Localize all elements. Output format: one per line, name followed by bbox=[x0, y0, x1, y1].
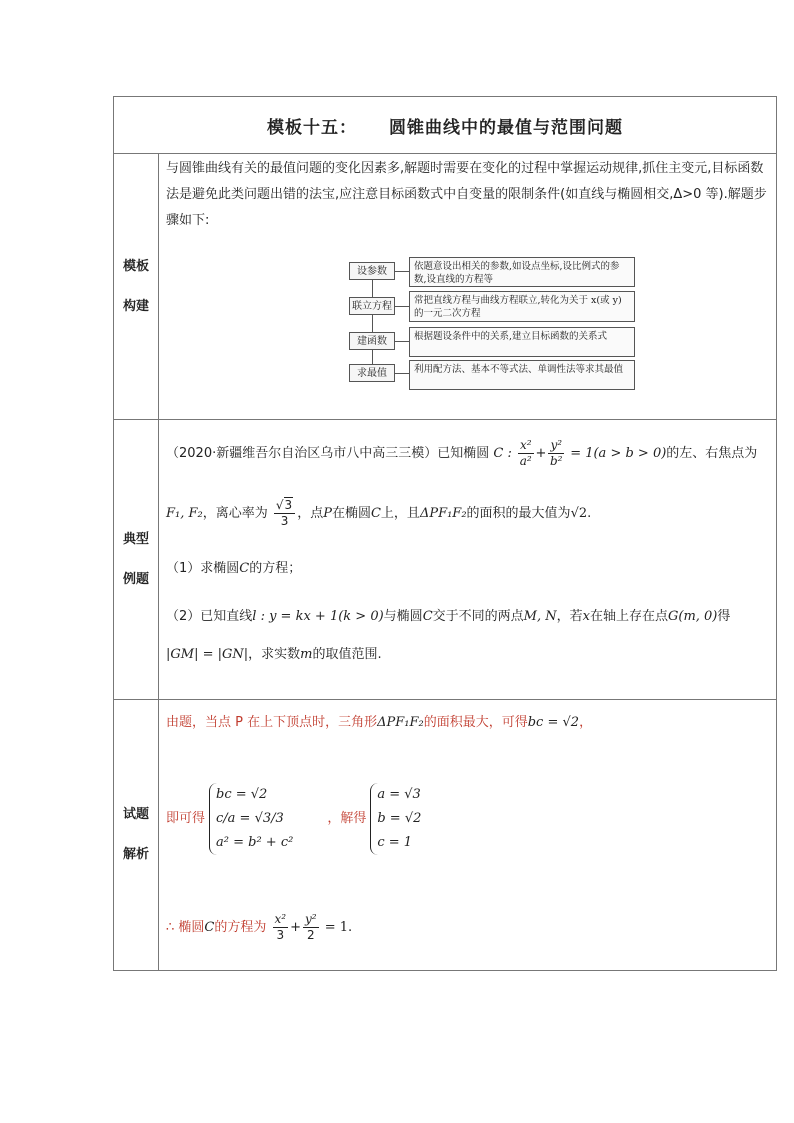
section-label: 典型 例题 bbox=[114, 420, 159, 699]
flow-desc: 利用配方法、基本不等式法、单调性法等求其最值 bbox=[409, 360, 635, 390]
section-content bbox=[166, 154, 770, 419]
flow-step: 求最值 bbox=[349, 364, 395, 382]
solution-row bbox=[114, 700, 776, 970]
section-content bbox=[166, 420, 770, 699]
title-row bbox=[114, 97, 776, 154]
template-construction-row bbox=[114, 154, 776, 420]
system-equations: bc = √2 c/a = √3/3 a² = b² + c² bbox=[209, 783, 293, 855]
problem-line-1: （2020·新疆维吾尔自治区乌市八中高三三模）已知椭圆 C : $\frac{\text{x²}}{\text{a²}}$ + $\frac{\text{y²}}{\text{b²}}$ = 1(a > b > 0)的左、右焦点为 bbox=[166, 438, 758, 468]
flow-step: 设参数 bbox=[349, 262, 395, 280]
flow-desc: 根据题设条件中的关系,建立目标函数的关系式 bbox=[409, 327, 635, 357]
flow-step: 建函数 bbox=[349, 332, 395, 350]
intro-text: 与圆锥曲线有关的最值问题的变化因素多,解题时需要在变化的过程中掌握运动规律,抓住主变元,目标函数法是避免此类问题出错的法宝,应注意目标函数式中自变量的限制条件(如直线与椭圆相交,Δ>0 等).解题步骤如下: bbox=[166, 161, 767, 228]
section-label: 试题 解析 bbox=[114, 700, 159, 970]
solution-systems: 即可得 bc = √2 c/a = √3/3 a² = b² + c² ，解得 a = √3 b = √2 c = 1 bbox=[166, 764, 421, 874]
question-1: （1）求椭圆C的方程； bbox=[166, 561, 302, 576]
section-label: 模板 构建 bbox=[114, 154, 159, 419]
example-row bbox=[114, 420, 776, 700]
question-2-line-1: （2）已知直线l : y = kx + 1(k > 0)与椭圆C交于不同的两点M, N，若x在轴上存在点G(m, 0)得 bbox=[166, 609, 731, 624]
title-main: 圆锥曲线中的最值与范围问题 bbox=[389, 117, 623, 138]
question-2-line-2: |GM| = |GN|，求实数m的取值范围. bbox=[166, 647, 382, 662]
solution-line-1: 由题，当点 P 在上下顶点时，三角形ΔPF₁F₂的面积最大，可得bc = √2， bbox=[166, 715, 593, 730]
system-solution: a = √3 b = √2 c = 1 bbox=[370, 783, 421, 855]
title-prefix: 模板十五： bbox=[267, 117, 357, 138]
section-content bbox=[166, 700, 770, 970]
problem-line-2: F₁, F₂，离心率为 $\frac{√3}{3}$ ，点P在椭圆C上，且ΔPF₁F₂的面积的最大值为√2. bbox=[166, 498, 592, 528]
flowchart bbox=[341, 246, 637, 386]
flow-desc: 常把直线方程与曲线方程联立,转化为关于 x(或 y) 的一元二次方程 bbox=[409, 291, 635, 322]
flow-desc: 依题意设出相关的参数,如设点坐标,设比例式的参数,设直线的方程等 bbox=[409, 257, 635, 287]
template-table bbox=[113, 96, 777, 971]
flow-step: 联立方程 bbox=[349, 297, 395, 315]
conclusion: ∴ 椭圆C的方程为 $\frac{\text{x²}}{3}$ + $\frac{\text{y²}}{2}$ = 1. bbox=[166, 912, 353, 942]
